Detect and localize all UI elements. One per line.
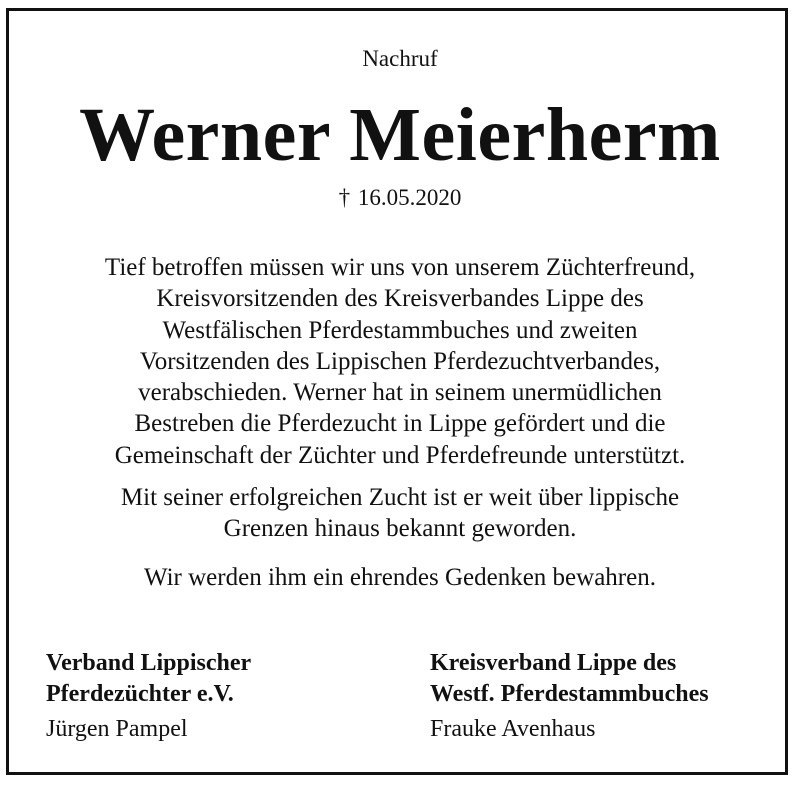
signature-left	[46, 648, 251, 745]
signature-org-line: Westf. Pferdestammbuches	[430, 681, 709, 707]
deceased-name: Werner Meierherm	[79, 93, 721, 177]
tribute-paragraph-1	[0, 252, 800, 471]
signature-person: Frauke Avenhaus	[430, 716, 596, 742]
paragraph-line: Tief betroffen müssen wir uns von unserem Züchterfreund,	[104, 254, 696, 281]
signature-right	[430, 648, 709, 745]
signature-org-line: Verband Lippischer	[46, 650, 252, 676]
death-date: 16.05.2020	[357, 185, 462, 210]
paragraph-line: Vorsitzenden des Lippischen Pferdezuchtverbandes,	[139, 347, 661, 375]
notice-kicker: Nachruf	[362, 46, 438, 71]
paragraph-line: Bestreben die Pferdezucht in Lippe gefördert und die	[134, 410, 666, 438]
paragraph-line: Wir werden ihm ein ehrendes Gedenken bewahren.	[144, 564, 656, 591]
paragraph-line: Kreisvorsitzenden des Kreisverbandes Lippe des	[156, 285, 644, 313]
signature-org-line: Kreisverband Lippe des	[430, 650, 677, 676]
paragraph-line: Westfälischen Pferdestammbuches und zweiten	[162, 316, 638, 344]
signature-org-line: Pferdezüchter e.V.	[46, 681, 234, 707]
tribute-paragraph-2	[0, 482, 800, 545]
paragraph-line: Gemeinschaft der Züchter und Pferdefreunde unterstützt.	[114, 441, 686, 469]
paragraph-line: Mit seiner erfolgreichen Zucht ist er weit über lippische	[120, 484, 680, 511]
dagger-icon: †	[338, 185, 351, 210]
paragraph-line: verabschieden. Werner hat in seinem unermüdlichen	[138, 379, 662, 407]
tribute-paragraph-3	[0, 562, 800, 593]
death-date-line	[0, 183, 800, 213]
signature-person: Jürgen Pampel	[46, 716, 188, 742]
paragraph-line: Grenzen hinaus bekannt geworden.	[223, 515, 577, 543]
